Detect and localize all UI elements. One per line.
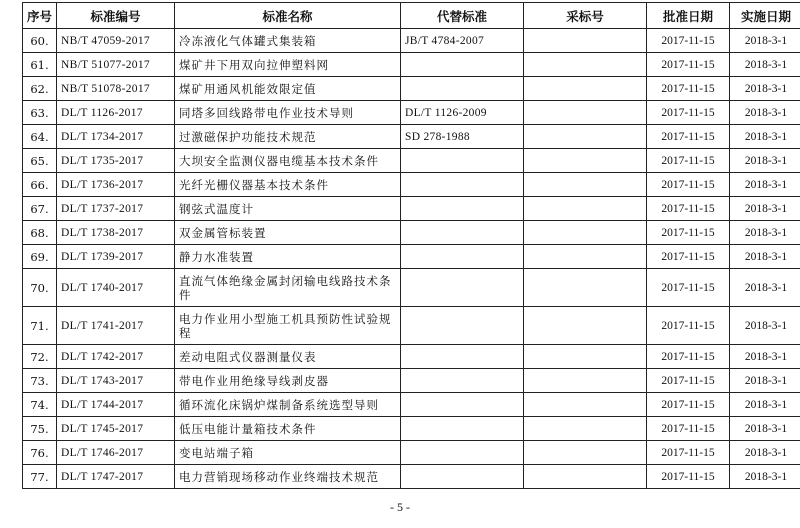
row-number-cell: 73.: [23, 369, 57, 393]
table-row: [23, 101, 800, 125]
approval-date-cell: 2017-11-15: [647, 245, 730, 269]
row-number-cell: 67.: [23, 197, 57, 221]
approval-date-cell: 2017-11-15: [647, 369, 730, 393]
standard-code-cell: DL/T 1742-2017: [57, 345, 175, 369]
standard-code-cell: DL/T 1738-2017: [57, 221, 175, 245]
table-row: [23, 393, 800, 417]
row-number-cell: 71.: [23, 307, 57, 345]
table-row: [23, 345, 800, 369]
approval-date-cell: 2017-11-15: [647, 417, 730, 441]
row-number-cell: 61.: [23, 53, 57, 77]
standard-name-cell: 带电作业用绝缘导线剥皮器: [175, 369, 401, 393]
approval-date-cell: 2017-11-15: [647, 173, 730, 197]
header-cell: 采标号: [524, 3, 647, 29]
row-number-cell: 75.: [23, 417, 57, 441]
row-number-cell: 63.: [23, 101, 57, 125]
standard-code-cell: DL/T 1741-2017: [57, 307, 175, 345]
standard-name-cell: 大坝安全监测仪器电缆基本技术条件: [175, 149, 401, 173]
adopted-standard-cell: [524, 417, 647, 441]
standard-name-cell: 变电站端子箱: [175, 441, 401, 465]
adopted-standard-cell: [524, 29, 647, 53]
effective-date-cell: 2018-3-1: [730, 77, 800, 101]
replaced-standard-cell: [401, 77, 524, 101]
adopted-standard-cell: [524, 307, 647, 345]
table-row: [23, 221, 800, 245]
table-row: [23, 77, 800, 101]
standard-name-cell: 过激磁保护功能技术规范: [175, 125, 401, 149]
replaced-standard-cell: [401, 245, 524, 269]
replaced-standard-cell: [401, 465, 524, 489]
replaced-standard-cell: [401, 149, 524, 173]
effective-date-cell: 2018-3-1: [730, 53, 800, 77]
header-row: [23, 3, 800, 29]
effective-date-cell: 2018-3-1: [730, 465, 800, 489]
row-number-cell: 66.: [23, 173, 57, 197]
adopted-standard-cell: [524, 393, 647, 417]
effective-date-cell: 2018-3-1: [730, 269, 800, 307]
table-row: [23, 149, 800, 173]
replaced-standard-cell: [401, 269, 524, 307]
effective-date-cell: 2018-3-1: [730, 441, 800, 465]
row-number-cell: 76.: [23, 441, 57, 465]
standard-name-cell: 光纤光栅仪器基本技术条件: [175, 173, 401, 197]
standard-name-cell: 静力水准装置: [175, 245, 401, 269]
effective-date-cell: 2018-3-1: [730, 29, 800, 53]
standards-table: [22, 2, 800, 489]
replaced-standard-cell: [401, 393, 524, 417]
replaced-standard-cell: JB/T 4784-2007: [401, 29, 524, 53]
approval-date-cell: 2017-11-15: [647, 125, 730, 149]
replaced-standard-cell: [401, 417, 524, 441]
table-row: [23, 125, 800, 149]
standard-code-cell: DL/T 1739-2017: [57, 245, 175, 269]
replaced-standard-cell: [401, 345, 524, 369]
header-cell: 标准名称: [175, 3, 401, 29]
standard-name-cell: 直流气体绝缘金属封闭输电线路技术条件: [175, 269, 401, 307]
effective-date-cell: 2018-3-1: [730, 101, 800, 125]
standard-name-cell: 循环流化床锅炉煤制备系统选型导则: [175, 393, 401, 417]
replaced-standard-cell: [401, 53, 524, 77]
approval-date-cell: 2017-11-15: [647, 345, 730, 369]
standard-name-cell: 同塔多回线路带电作业技术导则: [175, 101, 401, 125]
effective-date-cell: 2018-3-1: [730, 417, 800, 441]
effective-date-cell: 2018-3-1: [730, 197, 800, 221]
table-row: [23, 197, 800, 221]
approval-date-cell: 2017-11-15: [647, 465, 730, 489]
row-number-cell: 69.: [23, 245, 57, 269]
page-number: - 5 -: [390, 500, 410, 514]
adopted-standard-cell: [524, 149, 647, 173]
effective-date-cell: 2018-3-1: [730, 393, 800, 417]
header-cell: 实施日期: [730, 3, 800, 29]
standard-code-cell: DL/T 1737-2017: [57, 197, 175, 221]
adopted-standard-cell: [524, 369, 647, 393]
row-number-cell: 60.: [23, 29, 57, 53]
adopted-standard-cell: [524, 221, 647, 245]
standard-name-cell: 电力作业用小型施工机具预防性试验规程: [175, 307, 401, 345]
standard-name-cell: 差动电阻式仪器测量仪表: [175, 345, 401, 369]
effective-date-cell: 2018-3-1: [730, 173, 800, 197]
approval-date-cell: 2017-11-15: [647, 29, 730, 53]
replaced-standard-cell: [401, 307, 524, 345]
standard-name-cell: 电力营销现场移动作业终端技术规范: [175, 465, 401, 489]
table-row: [23, 417, 800, 441]
standard-code-cell: DL/T 1744-2017: [57, 393, 175, 417]
standard-name-cell: 低压电能计量箱技术条件: [175, 417, 401, 441]
standard-code-cell: DL/T 1745-2017: [57, 417, 175, 441]
approval-date-cell: 2017-11-15: [647, 269, 730, 307]
effective-date-cell: 2018-3-1: [730, 149, 800, 173]
effective-date-cell: 2018-3-1: [730, 221, 800, 245]
table-row: [23, 53, 800, 77]
replaced-standard-cell: DL/T 1126-2009: [401, 101, 524, 125]
adopted-standard-cell: [524, 197, 647, 221]
approval-date-cell: 2017-11-15: [647, 77, 730, 101]
effective-date-cell: 2018-3-1: [730, 345, 800, 369]
row-number-cell: 68.: [23, 221, 57, 245]
replaced-standard-cell: [401, 369, 524, 393]
standard-code-cell: DL/T 1740-2017: [57, 269, 175, 307]
table-row: [23, 173, 800, 197]
row-number-cell: 64.: [23, 125, 57, 149]
effective-date-cell: 2018-3-1: [730, 245, 800, 269]
table-row: [23, 369, 800, 393]
table-row: [23, 29, 800, 53]
header-cell: 序号: [23, 3, 57, 29]
effective-date-cell: 2018-3-1: [730, 307, 800, 345]
table-row: [23, 465, 800, 489]
adopted-standard-cell: [524, 269, 647, 307]
standard-name-cell: 冷冻液化气体罐式集装箱: [175, 29, 401, 53]
adopted-standard-cell: [524, 245, 647, 269]
row-number-cell: 77.: [23, 465, 57, 489]
standard-name-cell: 煤矿用通风机能效限定值: [175, 77, 401, 101]
standard-code-cell: DL/T 1126-2017: [57, 101, 175, 125]
row-number-cell: 70.: [23, 269, 57, 307]
adopted-standard-cell: [524, 173, 647, 197]
approval-date-cell: 2017-11-15: [647, 221, 730, 245]
adopted-standard-cell: [524, 345, 647, 369]
effective-date-cell: 2018-3-1: [730, 125, 800, 149]
standard-name-cell: 双金属管标装置: [175, 221, 401, 245]
approval-date-cell: 2017-11-15: [647, 101, 730, 125]
approval-date-cell: 2017-11-15: [647, 393, 730, 417]
approval-date-cell: 2017-11-15: [647, 53, 730, 77]
header-cell: 批准日期: [647, 3, 730, 29]
standard-code-cell: NB/T 47059-2017: [57, 29, 175, 53]
adopted-standard-cell: [524, 441, 647, 465]
table-row: [23, 307, 800, 345]
adopted-standard-cell: [524, 101, 647, 125]
row-number-cell: 65.: [23, 149, 57, 173]
standard-name-cell: 煤矿井下用双向拉伸塑料网: [175, 53, 401, 77]
replaced-standard-cell: [401, 441, 524, 465]
adopted-standard-cell: [524, 77, 647, 101]
adopted-standard-cell: [524, 125, 647, 149]
standard-code-cell: DL/T 1747-2017: [57, 465, 175, 489]
standard-code-cell: NB/T 51078-2017: [57, 77, 175, 101]
table-row: [23, 245, 800, 269]
approval-date-cell: 2017-11-15: [647, 307, 730, 345]
header-cell: 标准编号: [57, 3, 175, 29]
header-cell: 代替标准: [401, 3, 524, 29]
table-row: [23, 441, 800, 465]
table-row: [23, 269, 800, 307]
replaced-standard-cell: [401, 221, 524, 245]
standard-code-cell: DL/T 1746-2017: [57, 441, 175, 465]
approval-date-cell: 2017-11-15: [647, 197, 730, 221]
approval-date-cell: 2017-11-15: [647, 441, 730, 465]
table-body: [23, 29, 800, 489]
standard-code-cell: DL/T 1734-2017: [57, 125, 175, 149]
row-number-cell: 72.: [23, 345, 57, 369]
adopted-standard-cell: [524, 53, 647, 77]
row-number-cell: 74.: [23, 393, 57, 417]
replaced-standard-cell: [401, 173, 524, 197]
row-number-cell: 62.: [23, 77, 57, 101]
standard-code-cell: DL/T 1736-2017: [57, 173, 175, 197]
replaced-standard-cell: SD 278-1988: [401, 125, 524, 149]
effective-date-cell: 2018-3-1: [730, 369, 800, 393]
approval-date-cell: 2017-11-15: [647, 149, 730, 173]
standard-name-cell: 钢弦式温度计: [175, 197, 401, 221]
standard-code-cell: DL/T 1735-2017: [57, 149, 175, 173]
replaced-standard-cell: [401, 197, 524, 221]
adopted-standard-cell: [524, 465, 647, 489]
standard-code-cell: NB/T 51077-2017: [57, 53, 175, 77]
standard-code-cell: DL/T 1743-2017: [57, 369, 175, 393]
